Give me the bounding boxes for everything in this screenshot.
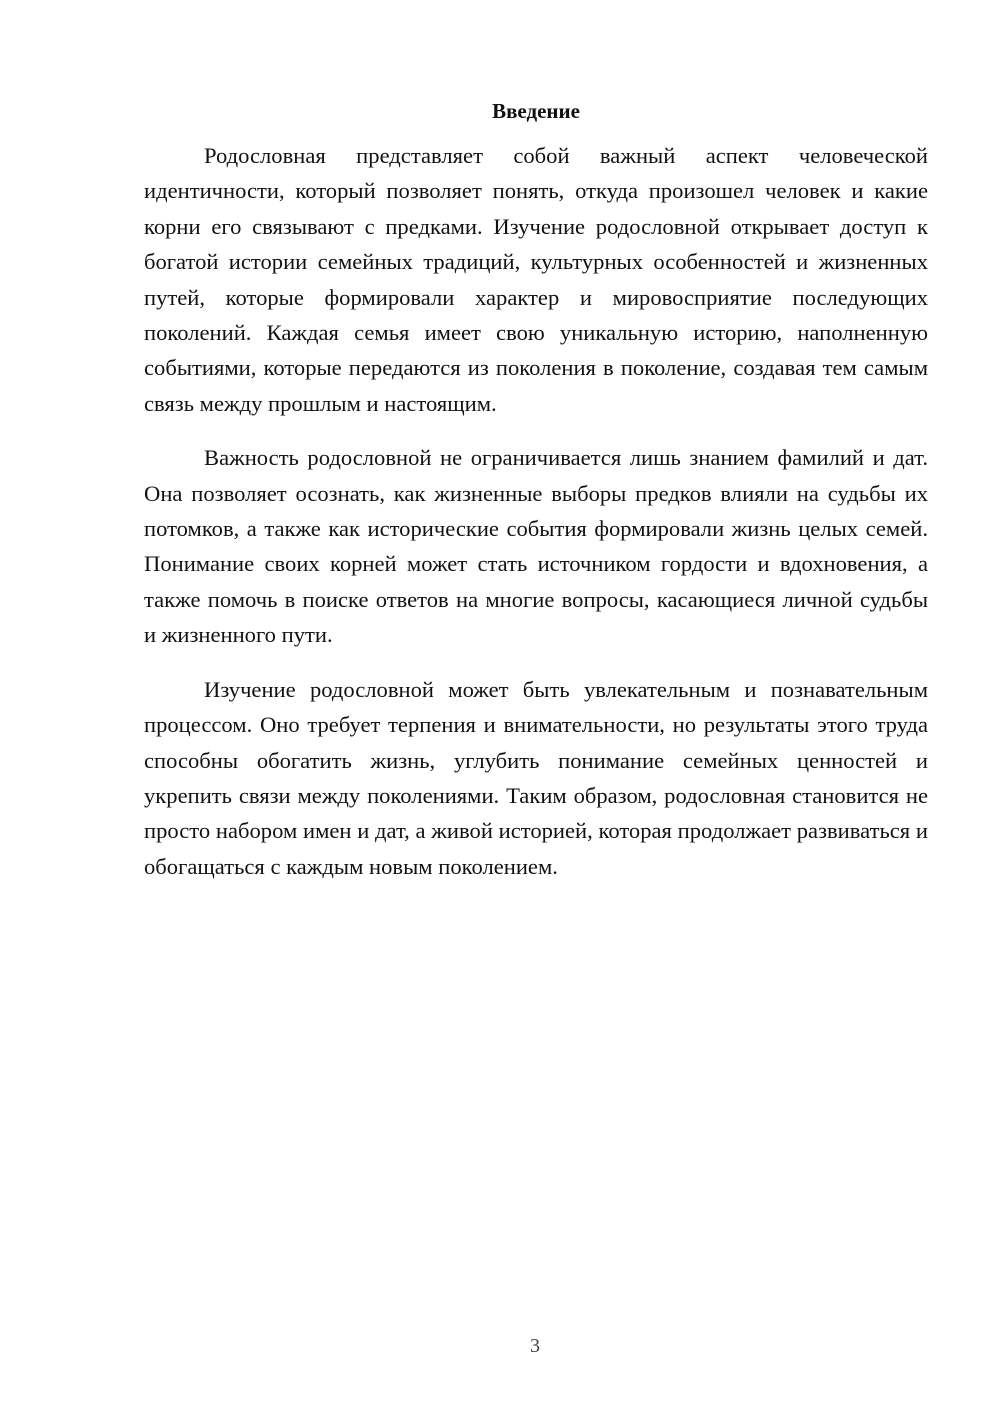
paragraph-2: Важность родословной не ограничивается лишь знанием фамилий и дат. Она позволяет осознать, как жизненные выборы предков влияли на судьбы их потомков, а также как исторические события формировали жизнь целых семей. Понимание своих корней может стать источником гордости и вдохновения, а также помочь в поиске ответов на многие вопросы, касающиеся личной судьбы и жизненного пути. <box>144 445 928 648</box>
paragraph-1: Родословная представляет собой важный аспект человеческой идентичности, который позволяет понять, откуда произошел человек и какие корни его связывают с предками. Изучение родословной открывает доступ к богатой истории семейных традиций, культурных особенностей и жизненных путей, которые формировали характер и мировосприятие последующих поколений. Каждая семья имеет свою уникальную историю, наполненную событиями, которые передаются из поколения в поколение, создавая тем самым связь между прошлым и настоящим. <box>144 143 928 416</box>
page-number: 3 <box>530 1335 540 1357</box>
page-content <box>144 96 928 884</box>
paragraph-3: Изучение родословной может быть увлекательным и познавательным процессом. Оно требует терпения и внимательности, но результаты этого труда способны обогатить жизнь, углубить понимание семейных ценностей и укрепить связи между поколениями. Таким образом, родословная становится не просто набором имен и дат, а живой историей, которая продолжает развиваться и обогащаться с каждым новым поколением. <box>144 676 928 879</box>
section-title: Введение <box>492 99 580 123</box>
